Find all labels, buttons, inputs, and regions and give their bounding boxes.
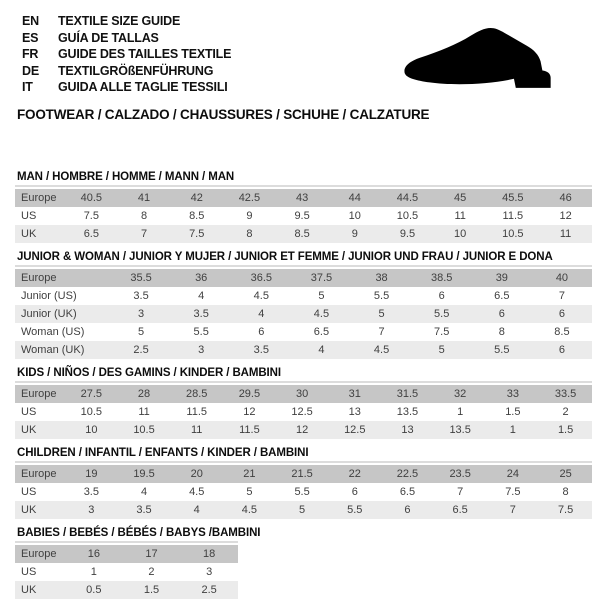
size-row xyxy=(15,225,592,243)
size-value: 40.5 xyxy=(65,189,118,207)
size-value: 1 xyxy=(487,421,540,439)
size-value: 5 xyxy=(111,323,171,341)
size-value: 19 xyxy=(65,465,118,483)
size-section xyxy=(15,367,592,439)
size-value: 44.5 xyxy=(381,189,434,207)
size-table xyxy=(15,189,592,243)
size-tables xyxy=(15,171,592,599)
size-value: 1 xyxy=(434,403,487,421)
size-value: 11 xyxy=(170,421,223,439)
size-value: 2 xyxy=(123,563,181,581)
size-row xyxy=(15,287,592,305)
size-value: 5 xyxy=(223,483,276,501)
size-value: 6 xyxy=(381,501,434,519)
size-value: 1.5 xyxy=(539,421,592,439)
size-value: 6 xyxy=(412,287,472,305)
size-value: 4 xyxy=(171,287,231,305)
size-value: 7 xyxy=(487,501,540,519)
size-value: 10 xyxy=(434,225,487,243)
size-value: 11.5 xyxy=(223,421,276,439)
size-value: 31 xyxy=(328,385,381,403)
size-value: 9 xyxy=(223,207,276,225)
size-value: 37.5 xyxy=(291,269,351,287)
language-code: EN xyxy=(22,14,39,28)
row-label: Junior (UK) xyxy=(15,305,111,323)
size-value: 41 xyxy=(118,189,171,207)
size-value: 39 xyxy=(472,269,532,287)
size-value: 44 xyxy=(328,189,381,207)
size-value: 10.5 xyxy=(65,403,118,421)
size-value: 5 xyxy=(412,341,472,359)
size-row xyxy=(15,385,592,403)
size-table xyxy=(15,465,592,519)
size-row xyxy=(15,483,592,501)
size-value: 8 xyxy=(472,323,532,341)
size-value: 36 xyxy=(171,269,231,287)
section-title: BABIES / BEBÉS / BÉBÉS / BABYS /BAMBINI xyxy=(17,526,261,539)
shoe-icon xyxy=(393,20,578,98)
row-label: Europe xyxy=(15,545,65,563)
row-label: UK xyxy=(15,581,65,599)
size-value: 12.5 xyxy=(328,421,381,439)
size-value: 5.5 xyxy=(352,287,412,305)
row-label: Europe xyxy=(15,189,65,207)
language-code: IT xyxy=(22,80,33,95)
size-section xyxy=(15,527,592,599)
language-code: FR xyxy=(22,47,39,62)
size-value: 7.5 xyxy=(412,323,472,341)
size-value: 1.5 xyxy=(123,581,181,599)
size-value: 5.5 xyxy=(412,305,472,323)
row-label: Junior (US) xyxy=(15,287,111,305)
size-value: 13 xyxy=(328,403,381,421)
size-value: 10.5 xyxy=(487,225,540,243)
row-label: US xyxy=(15,403,65,421)
size-value: 33 xyxy=(487,385,540,403)
section-title: JUNIOR & WOMAN / JUNIOR Y MUJER / JUNIOR ET FEMME / JUNIOR UND FRAU / JUNIOR E DONA xyxy=(17,250,553,263)
size-value: 10.5 xyxy=(118,421,171,439)
row-label: US xyxy=(15,483,65,501)
size-value: 3 xyxy=(171,341,231,359)
size-value: 38 xyxy=(352,269,412,287)
size-value: 9 xyxy=(328,225,381,243)
size-value: 6.5 xyxy=(65,225,118,243)
size-value: 7 xyxy=(118,225,171,243)
size-value: 9.5 xyxy=(381,225,434,243)
row-label: Europe xyxy=(15,269,111,287)
size-value: 6.5 xyxy=(381,483,434,501)
guide-title-fr: GUIDE DES TAILLES TEXTILE xyxy=(58,47,232,62)
size-value: 7.5 xyxy=(170,225,223,243)
size-value: 18 xyxy=(180,545,238,563)
size-value: 33.5 xyxy=(539,385,592,403)
size-value: 3.5 xyxy=(65,483,118,501)
size-row xyxy=(15,403,592,421)
size-value: 2.5 xyxy=(111,341,171,359)
size-value: 10 xyxy=(328,207,381,225)
size-value: 22.5 xyxy=(381,465,434,483)
size-value: 3 xyxy=(65,501,118,519)
table-top-rule xyxy=(15,185,592,187)
size-value: 32 xyxy=(434,385,487,403)
size-row xyxy=(15,545,238,563)
guide-title-en: TEXTILE SIZE GUIDE xyxy=(58,14,181,28)
size-row xyxy=(15,269,592,287)
size-value: 2 xyxy=(539,403,592,421)
size-value: 21.5 xyxy=(276,465,329,483)
size-value: 45.5 xyxy=(487,189,540,207)
size-value: 46 xyxy=(539,189,592,207)
row-label: Woman (US) xyxy=(15,323,111,341)
size-value: 8 xyxy=(223,225,276,243)
size-value: 6 xyxy=(472,305,532,323)
size-value: 3.5 xyxy=(231,341,291,359)
category-title: FOOTWEAR / CALZADO / CHAUSSURES / SCHUHE / CALZATURE xyxy=(17,106,430,122)
size-value: 5.5 xyxy=(276,483,329,501)
size-value: 3.5 xyxy=(118,501,171,519)
language-code: DE xyxy=(22,63,39,78)
size-value: 22 xyxy=(328,465,381,483)
section-title: MAN / HOMBRE / HOMME / MANN / MAN xyxy=(17,170,235,183)
size-value: 8.5 xyxy=(170,207,223,225)
size-value: 16 xyxy=(65,545,123,563)
size-row xyxy=(15,581,238,599)
size-value: 21 xyxy=(223,465,276,483)
size-value: 30 xyxy=(276,385,329,403)
size-table xyxy=(15,269,592,359)
size-value: 5 xyxy=(352,305,412,323)
row-label: Woman (UK) xyxy=(15,341,111,359)
size-value: 10 xyxy=(65,421,118,439)
section-title: KIDS / NIÑOS / DES GAMINS / KINDER / BAMBINI xyxy=(17,366,281,379)
size-row xyxy=(15,563,238,581)
size-value: 31.5 xyxy=(381,385,434,403)
size-value: 35.5 xyxy=(111,269,171,287)
size-section xyxy=(15,251,592,359)
size-value: 5.5 xyxy=(472,341,532,359)
size-value: 1.5 xyxy=(487,403,540,421)
size-value: 24 xyxy=(487,465,540,483)
size-value: 19.5 xyxy=(118,465,171,483)
size-value: 0.5 xyxy=(65,581,123,599)
size-value: 7 xyxy=(434,483,487,501)
row-label: US xyxy=(15,207,65,225)
size-value: 6 xyxy=(532,341,592,359)
table-top-rule xyxy=(15,541,238,543)
size-value: 12.5 xyxy=(276,403,329,421)
size-value: 4 xyxy=(170,501,223,519)
size-value: 8 xyxy=(539,483,592,501)
size-row xyxy=(15,341,592,359)
size-row xyxy=(15,501,592,519)
section-title: CHILDREN / INFANTIL / ENFANTS / KINDER / BAMBINI xyxy=(17,446,309,459)
size-value: 17 xyxy=(123,545,181,563)
size-value: 5 xyxy=(276,501,329,519)
size-value: 29.5 xyxy=(223,385,276,403)
size-value: 27.5 xyxy=(65,385,118,403)
guide-title-it: GUIDA ALLE TAGLIE TESSILI xyxy=(58,80,228,95)
size-row xyxy=(15,323,592,341)
size-value: 28.5 xyxy=(170,385,223,403)
size-value: 4.5 xyxy=(170,483,223,501)
size-value: 6 xyxy=(532,305,592,323)
size-value: 8.5 xyxy=(276,225,329,243)
row-label: UK xyxy=(15,421,65,439)
size-value: 13.5 xyxy=(381,403,434,421)
size-value: 42.5 xyxy=(223,189,276,207)
size-section xyxy=(15,171,592,243)
language-code: ES xyxy=(22,30,39,45)
size-value: 20 xyxy=(170,465,223,483)
size-table xyxy=(15,385,592,439)
size-value: 6.5 xyxy=(434,501,487,519)
guide-title-de: TEXTILGRÖßENFÜHRUNG xyxy=(58,63,214,78)
size-value: 28 xyxy=(118,385,171,403)
size-value: 10.5 xyxy=(381,207,434,225)
size-value: 45 xyxy=(434,189,487,207)
row-label: UK xyxy=(15,501,65,519)
row-label: Europe xyxy=(15,385,65,403)
size-value: 3 xyxy=(111,305,171,323)
size-value: 12 xyxy=(539,207,592,225)
size-value: 36.5 xyxy=(231,269,291,287)
size-value: 43 xyxy=(276,189,329,207)
size-value: 7.5 xyxy=(487,483,540,501)
size-row xyxy=(15,207,592,225)
size-section xyxy=(15,447,592,519)
size-value: 6 xyxy=(231,323,291,341)
size-value: 23.5 xyxy=(434,465,487,483)
size-value: 4.5 xyxy=(231,287,291,305)
size-value: 4.5 xyxy=(352,341,412,359)
size-value: 8.5 xyxy=(532,323,592,341)
size-row xyxy=(15,305,592,323)
size-value: 11.5 xyxy=(170,403,223,421)
size-value: 9.5 xyxy=(276,207,329,225)
size-value: 1 xyxy=(65,563,123,581)
size-value: 25 xyxy=(539,465,592,483)
size-value: 3.5 xyxy=(171,305,231,323)
table-top-rule xyxy=(15,381,592,383)
size-value: 12 xyxy=(223,403,276,421)
size-row xyxy=(15,465,592,483)
size-value: 4 xyxy=(118,483,171,501)
size-value: 11 xyxy=(539,225,592,243)
size-value: 3 xyxy=(180,563,238,581)
size-value: 3.5 xyxy=(111,287,171,305)
size-value: 42 xyxy=(170,189,223,207)
size-value: 7.5 xyxy=(539,501,592,519)
size-value: 12 xyxy=(276,421,329,439)
size-value: 6.5 xyxy=(291,323,351,341)
size-value: 5.5 xyxy=(328,501,381,519)
size-value: 5.5 xyxy=(171,323,231,341)
size-value: 7.5 xyxy=(65,207,118,225)
row-label: US xyxy=(15,563,65,581)
size-value: 4.5 xyxy=(291,305,351,323)
size-value: 38.5 xyxy=(412,269,472,287)
size-value: 4 xyxy=(231,305,291,323)
row-label: Europe xyxy=(15,465,65,483)
size-value: 13.5 xyxy=(434,421,487,439)
size-value: 6.5 xyxy=(472,287,532,305)
table-top-rule xyxy=(15,265,592,267)
size-value: 2.5 xyxy=(180,581,238,599)
size-row xyxy=(15,421,592,439)
size-value: 8 xyxy=(118,207,171,225)
size-value: 7 xyxy=(532,287,592,305)
size-value: 5 xyxy=(291,287,351,305)
row-label: UK xyxy=(15,225,65,243)
size-value: 6 xyxy=(328,483,381,501)
size-value: 11 xyxy=(434,207,487,225)
size-value: 40 xyxy=(532,269,592,287)
guide-title-es: GUÍA DE TALLAS xyxy=(58,30,159,45)
size-value: 11 xyxy=(118,403,171,421)
size-table xyxy=(15,545,238,599)
size-value: 13 xyxy=(381,421,434,439)
size-value: 7 xyxy=(352,323,412,341)
table-top-rule xyxy=(15,461,592,463)
size-value: 4.5 xyxy=(223,501,276,519)
size-row xyxy=(15,189,592,207)
size-value: 11.5 xyxy=(487,207,540,225)
size-value: 4 xyxy=(291,341,351,359)
